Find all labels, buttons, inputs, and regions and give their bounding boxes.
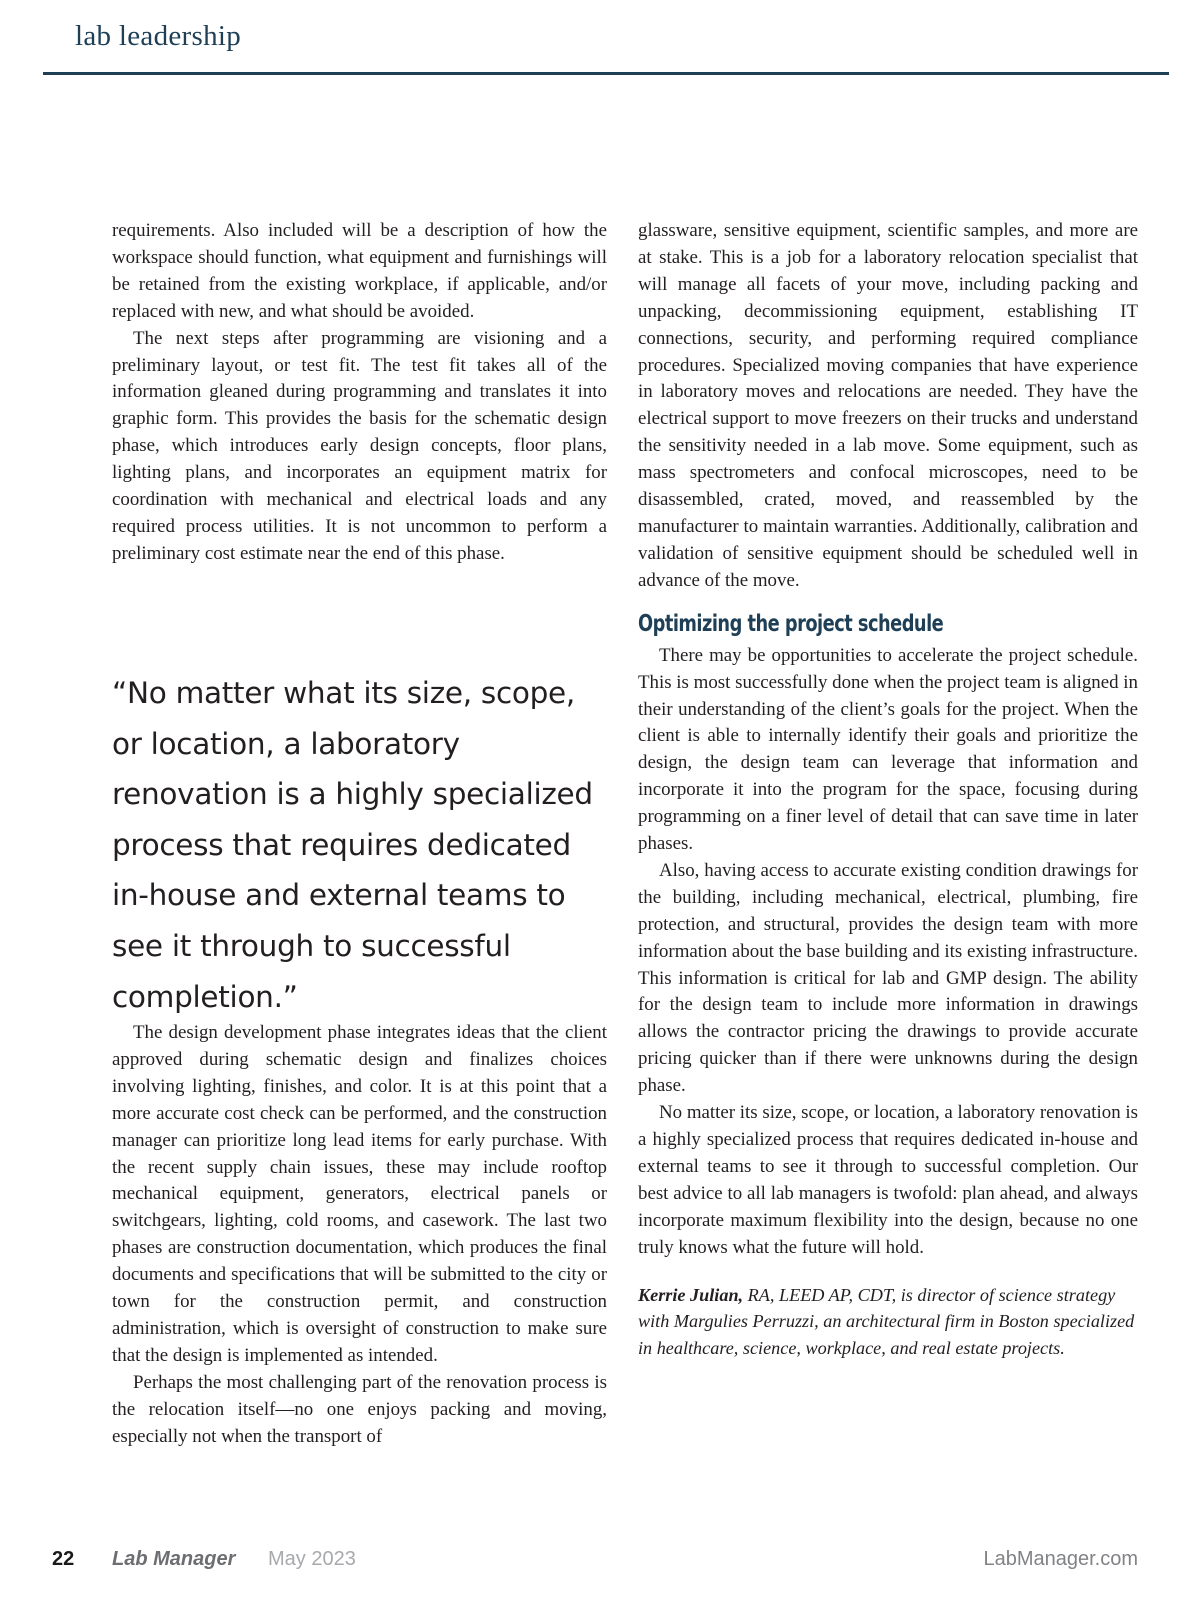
page-number: 22 bbox=[52, 1548, 75, 1570]
body-paragraph: The next steps after programming are visioning and a preliminary layout, or test fit. The test fit takes all of the information gleaned during programming and translates it into graphic form. This provides the basis for the schematic design phase, which introduces early design concepts, floor plans, lighting plans, and incorporates an equipment matrix for coordination with mechanical and electrical loads and any required process utilities. It is not uncommon to perform a preliminary cost estimate near the end of this phase. bbox=[112, 327, 607, 564]
magazine-name: Lab Manager bbox=[112, 1548, 236, 1570]
section-subhead: Optimizing the project schedule bbox=[638, 610, 944, 637]
body-paragraph: No matter its size, scope, or location, a laboratory renovation is a highly specialized process that requires dedicated in-house and external teams to see it through to successful completion. Our best advice to all lab managers is twofold: plan ahead, and always incorporate maximum flexibility into the design, because no one truly knows what the future will hold. bbox=[638, 1102, 1138, 1258]
body-paragraph: glassware, sensitive equipment, scientific samples, and more are at stake. This is a job for a laboratory relocation specialist that will manage all facets of your move, including packing and unpacking, decommissioning equipment, establishing IT connections, security, and performing required compliance procedures. Specialized moving companies that have experience in laboratory moves and relocations are needed. They have the electrical support to move freezers on their trucks and understand the sensitivity needed in a lab move. Some equipment, such as mass spectrometers and confocal microscopes, need to be disassembled, crated, moved, and reassembled by the manufacturer to maintain warranties. Additionally, calibration and validation of sensitive equipment should be scheduled well in advance of the move. bbox=[638, 220, 1138, 591]
right-column bbox=[638, 218, 1138, 1361]
issue-date: May 2023 bbox=[268, 1548, 356, 1570]
body-paragraph: Also, having access to accurate existing condition drawings for the building, including mechanical, electrical, plumbing, fire protection, and structural, provides the design team with more information about the base building and its existing infrastructure. This information is critical for lab and GMP design. The ability for the design team to include more information in drawings allows the contractor pricing the drawings to provide accurate pricing quicker than if there were unknowns during the design phase. bbox=[638, 859, 1138, 1097]
website-url: LabManager.com bbox=[983, 1548, 1138, 1570]
body-paragraph: There may be opportunities to accelerate the project schedule. This is most successfully done when the project team is aligned in their understanding of the client’s goals for the project. When the client is able to internally identify their goals and prioritize the design, the design team can leverage that information and incorporate it into the program for the space, focusing during programming on a finer level of detail that can save time in later phases. bbox=[638, 644, 1138, 855]
author-bio bbox=[638, 1282, 1138, 1362]
body-paragraph: requirements. Also included will be a description of how the workspace should function, what equipment and furnishings will be retained from the existing workplace, if applicable, and/or replaced with new, and what should be avoided. bbox=[112, 220, 607, 322]
author-name: Kerrie Julian, bbox=[638, 1284, 744, 1305]
pull-quote: “No matter what its size, scope, or location, a laboratory renovation is a highly specialized process that requires dedicated in-house and external teams to see it through to successful completion.” bbox=[112, 676, 593, 1014]
body-paragraph: Perhaps the most challenging part of the renovation process is the relocation itself—no one enjoys packing and moving, especially not when the transport of bbox=[112, 1371, 607, 1447]
left-column-bottom bbox=[112, 1020, 607, 1451]
section-label: lab leadership bbox=[75, 20, 242, 52]
body-paragraph: The design development phase integrates ideas that the client approved during schematic design and finalizes choices involving lighting, finishes, and color. It is at this point that a more accurate cost check can be performed, and the construction manager can prioritize long lead items for early purchase. With the recent supply chain issues, these may include rooftop mechanical equipment, generators, electrical panels or switchgears, lighting, cold rooms, and casework. The last two phases are construction documentation, which produces the final documents and specifications that will be submitted to the city or town for the construction permit, and construction administration, which is oversight of construction to make sure that the design is implemented as intended. bbox=[112, 1022, 607, 1366]
left-column-top bbox=[112, 218, 607, 568]
header-divider bbox=[43, 72, 1169, 75]
author-bio-text: RA, LEED AP, CDT, is director of science strategy with Margulies Perruzzi, an architectural firm in Boston specialized in healthcare, science, workplace, and real estate projects. bbox=[638, 1284, 1135, 1358]
